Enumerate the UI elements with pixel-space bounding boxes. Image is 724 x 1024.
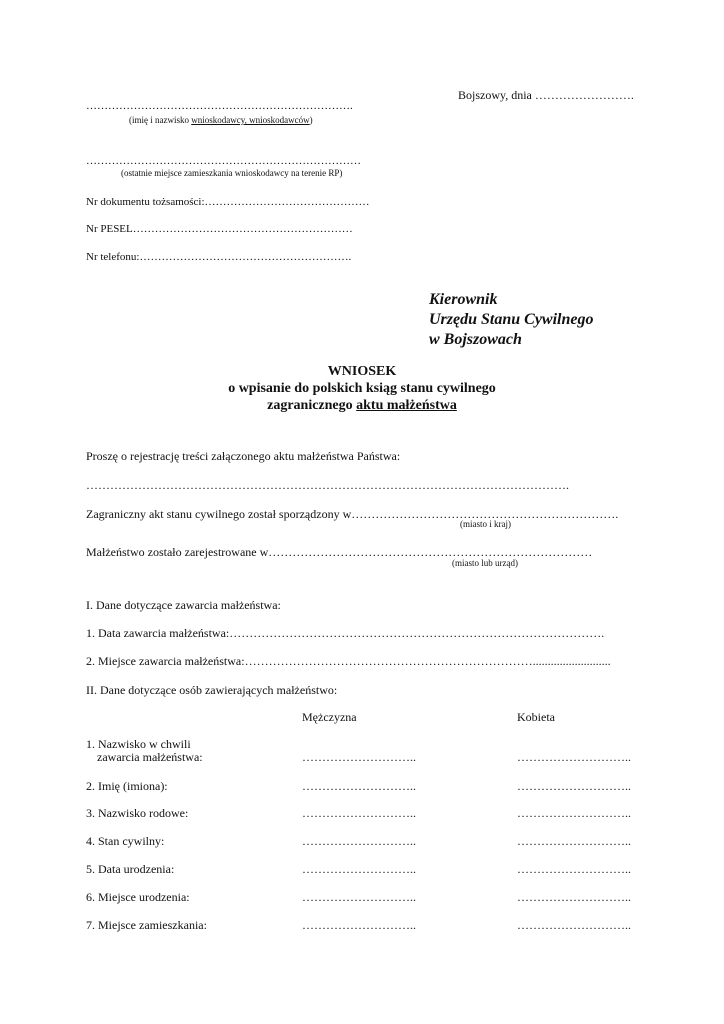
man-field: ………………………..: [302, 806, 416, 820]
addressee-line1: Kierownik: [429, 291, 498, 308]
subtitle-underlined: aktu małżeństwa: [356, 398, 457, 413]
foreign-act-field: Zagraniczny akt stanu cywilnego został sporządzony w………………………………………………………….: [86, 507, 619, 521]
woman-field: ………………………..: [517, 806, 631, 820]
row-label: 2. Imię (imiona):: [86, 779, 168, 793]
id-document-field: Nr dokumentu tożsamości:………………………………………: [86, 196, 370, 208]
man-field: ………………………..: [302, 862, 416, 876]
request-text: Proszę o rejestrację treści załączonego aktu małżeństwa Państwa:: [86, 449, 401, 463]
subtitle-prefix: zagranicznego: [267, 398, 357, 413]
row-label: 4. Stan cywilny:: [86, 834, 165, 848]
addressee-line3: w Bojszowach: [429, 331, 522, 348]
registered-caption: (miasto lub urząd): [452, 558, 518, 568]
addressee: [429, 290, 593, 350]
applicant-name-line: ……………………………………………………………….: [86, 100, 353, 112]
address-line: …………………………………………………………………: [86, 155, 361, 167]
place-date: Bojszowy, dnia …………………….: [458, 88, 634, 102]
man-field: ………………………..: [302, 779, 416, 793]
woman-field: ………………………..: [517, 862, 631, 876]
woman-field: ………………………..: [517, 834, 631, 848]
address-caption: (ostatnie miejsce zamieszkania wnioskodawcy na terenie RP): [121, 168, 343, 178]
section1-heading: I. Dane dotyczące zawarcia małżeństwa:: [86, 598, 281, 612]
man-field: ………………………..: [302, 918, 416, 932]
section2-heading: II. Dane dotyczące osób zawierających małżeństwo:: [86, 683, 338, 697]
row-label: 5. Data urodzenia:: [86, 862, 175, 876]
column-woman: Kobieta: [517, 710, 555, 724]
column-man: Mężczyzna: [302, 710, 357, 724]
marriage-place-field: 2. Miejsce zawarcia małżeństwa:………………………………………………………………..........................: [86, 654, 611, 668]
row-label: 1. Nazwisko w chwili: [86, 737, 191, 751]
addressee-line2: Urzędu Stanu Cywilnego: [429, 311, 594, 328]
woman-field: ………………………..: [517, 779, 631, 793]
woman-field: ………………………..: [517, 890, 631, 904]
caption-underlined: wnioskodawcy, wnioskodawców: [191, 115, 310, 125]
woman-field: ………………………..: [517, 918, 631, 932]
document-title: WNIOSEK: [327, 364, 397, 379]
caption-prefix: (imię i nazwisko: [129, 115, 192, 125]
document-subtitle: o wpisanie do polskich ksiąg stanu cywilnego: [228, 381, 496, 396]
applicant-name-caption: [129, 115, 313, 125]
caption-suffix: ): [309, 115, 313, 125]
man-field: ………………………..: [302, 834, 416, 848]
phone-field: Nr telefonu:………………………………………………….: [86, 251, 352, 263]
row-label: 3. Nazwisko rodowe:: [86, 806, 189, 820]
row-label-cont: zawarcia małżeństwa:: [97, 750, 203, 764]
man-field: ………………………..: [302, 750, 416, 764]
foreign-act-caption: (miasto i kraj): [460, 519, 511, 529]
woman-field: ………………………..: [517, 750, 631, 764]
registered-field: Małżeństwo zostało zarejestrowane w………………………………………………………………………: [86, 545, 593, 559]
marriage-date-field: 1. Data zawarcia małżeństwa:………………………………………………………………………………….: [86, 626, 605, 640]
row-label: 7. Miejsce zamieszkania:: [86, 918, 207, 932]
document-subtitle-2: [0, 398, 724, 414]
request-dotted-line: ………………………………………………………………………………………………………….: [86, 478, 569, 492]
man-field: ………………………..: [302, 890, 416, 904]
row-label: 6. Miejsce urodzenia:: [86, 890, 190, 904]
pesel-field: Nr PESEL……………………………………………………: [86, 223, 353, 235]
